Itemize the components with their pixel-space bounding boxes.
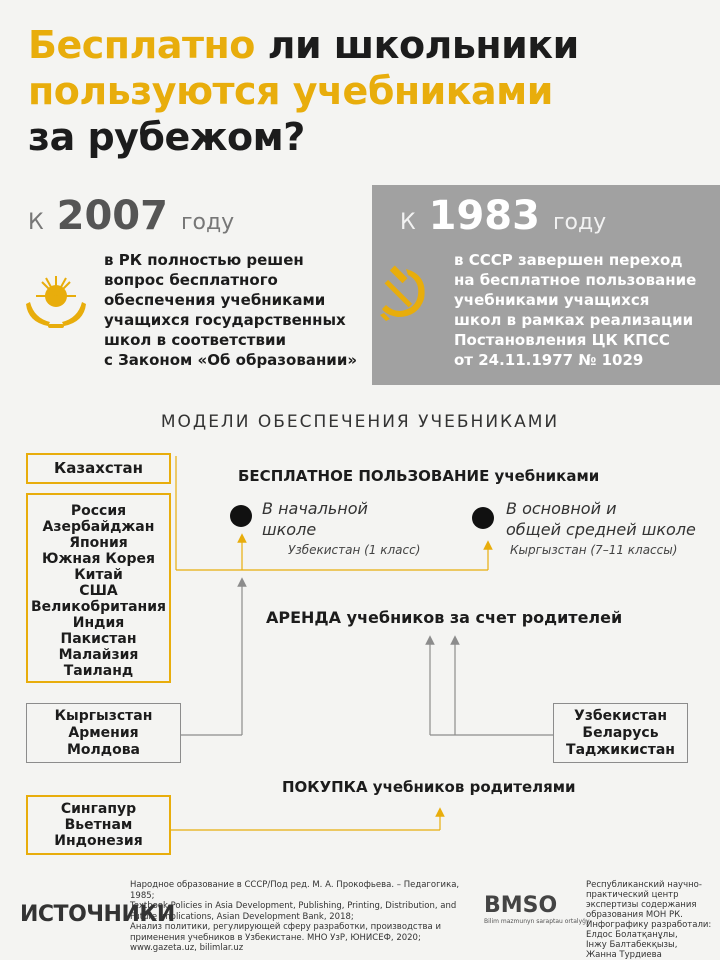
country-item: Молдова [66, 742, 141, 758]
country-item: Малайзия [58, 647, 139, 663]
sources-label: ИСТОЧНИКИ [20, 902, 175, 927]
right-year-prefix: К [400, 210, 416, 235]
right-line: Постановления ЦК КПСС [454, 331, 670, 349]
country-item: Таджикистан [566, 742, 675, 758]
credit-line: Елдос Болатқанұлы, [586, 930, 678, 940]
left-line: школ в соответствии [104, 331, 286, 349]
right-line: от 24.11.1977 № 1029 [454, 351, 644, 369]
title-part-1: Бесплатно [28, 23, 255, 67]
source-item: Анализ политики, регулирующей сферу разработки, производства и [130, 922, 441, 932]
secondary-line-2: общей средней школе [506, 520, 696, 539]
free-countries-box [26, 493, 171, 683]
rent-left-box [26, 703, 181, 763]
right-line: в СССР завершен переход [454, 251, 683, 269]
country-item: Армения [68, 725, 139, 741]
right-year: 1983 [428, 193, 540, 239]
country-item: Узбекистан [573, 708, 668, 724]
free-model-heading [238, 467, 599, 485]
source-item: Народное образование в СССР/Под ред. М. А. Прокофьева. – Педагогика, 1985; [130, 880, 460, 901]
country-item: Беларусь [582, 725, 659, 741]
section-title: МОДЕЛИ ОБЕСПЕЧЕНИЯ УЧЕБНИКАМИ [160, 412, 560, 432]
bmso-logo: BMSO [484, 893, 558, 918]
country-item: Вьетнам [64, 817, 133, 833]
sources-list [130, 880, 460, 954]
secondary-bullet-icon [472, 507, 494, 529]
kazakhstan-box: Казахстан [26, 453, 171, 484]
credits [586, 880, 716, 960]
credit-line: Інжу Балтабекқызы, [586, 940, 678, 950]
source-item: Future Implications, Asian Development Bank, 2018; [130, 911, 354, 922]
country-item: Пакистан [60, 631, 137, 647]
country-item: Япония [69, 535, 128, 551]
free-model-rest: учебниками [489, 467, 600, 485]
buy-model-rest: учебников родителями [367, 778, 576, 796]
credit-line: образования МОН РК. [586, 910, 683, 920]
primary-bullet-icon [230, 505, 252, 527]
buy-model-heading [282, 778, 576, 796]
left-line: обеспечения учебниками [104, 291, 326, 309]
title-part-2: ли школьники [254, 23, 579, 67]
right-year-suffix: году [552, 210, 607, 235]
left-line: учащихся государственных [104, 311, 346, 329]
credit-line: практический центр [586, 890, 679, 900]
country-item: Великобритания [31, 599, 166, 615]
secondary-line-1: В основной и [506, 499, 617, 518]
country-item: Кыргызстан [54, 708, 153, 724]
source-item: применения учебников в Узбекистане. МНО УзР, ЮНИСЕФ, 2020; [130, 932, 421, 943]
country-item: США [79, 583, 118, 599]
primary-label [262, 498, 368, 540]
rent-model-heading [266, 608, 622, 627]
country-item: Таиланд [63, 663, 134, 679]
bmso-tagline: Bilim mazmunyn saraptau ortalyǵy [484, 918, 590, 925]
country-item: Индонезия [54, 833, 143, 849]
rent-model-bold: АРЕНДА [266, 608, 342, 627]
primary-note: Узбекистан (1 класс) [288, 543, 421, 557]
left-year-suffix: году [180, 210, 235, 235]
rent-right-box [553, 703, 688, 763]
left-line: в РК полностью решен [104, 251, 304, 269]
country-item: Индия [72, 615, 125, 631]
credit-line: Инфографику разработали: [586, 920, 712, 930]
country-item: Южная Корея [42, 551, 155, 567]
right-line: учебниками учащихся [454, 291, 650, 309]
country-item: Китай [74, 567, 123, 583]
country-item: Россия [70, 503, 127, 519]
secondary-label [506, 498, 696, 540]
secondary-note: Кыргызстан (7–11 классы) [510, 543, 678, 557]
credit-line: Республиканский научно- [586, 880, 702, 890]
credit-line: экспертизы содержания [586, 900, 697, 910]
primary-line-1: В начальной [262, 499, 368, 518]
free-model-bold: БЕСПЛАТНОЕ ПОЛЬЗОВАНИЕ [238, 467, 490, 485]
rent-model-rest: учебников за счет родителей [341, 608, 623, 627]
country-item: Сингапур [60, 801, 137, 817]
source-item: Textbook Policies in Asia Development, Publishing, Printing, Distribution, and [130, 901, 457, 911]
right-line: на бесплатное пользование [454, 271, 697, 289]
primary-line-2: школе [262, 520, 317, 539]
credit-line: Жанна Турдиева [586, 950, 662, 960]
left-line: вопрос бесплатного [104, 271, 278, 289]
title-part-4: за рубежом? [28, 115, 305, 159]
left-year-prefix: К [28, 210, 44, 235]
title-part-3: пользуются учебниками [28, 69, 553, 113]
buy-model-bold: ПОКУПКА [282, 778, 368, 796]
left-line: с Законом «Об образовании» [104, 351, 358, 369]
left-year: 2007 [56, 193, 168, 239]
source-item: www.gazeta.uz, bilimlar.uz [130, 943, 244, 953]
buy-countries-box [26, 795, 171, 855]
right-line: школ в рамках реализации [454, 311, 694, 329]
country-item: Азербайджан [42, 519, 155, 535]
